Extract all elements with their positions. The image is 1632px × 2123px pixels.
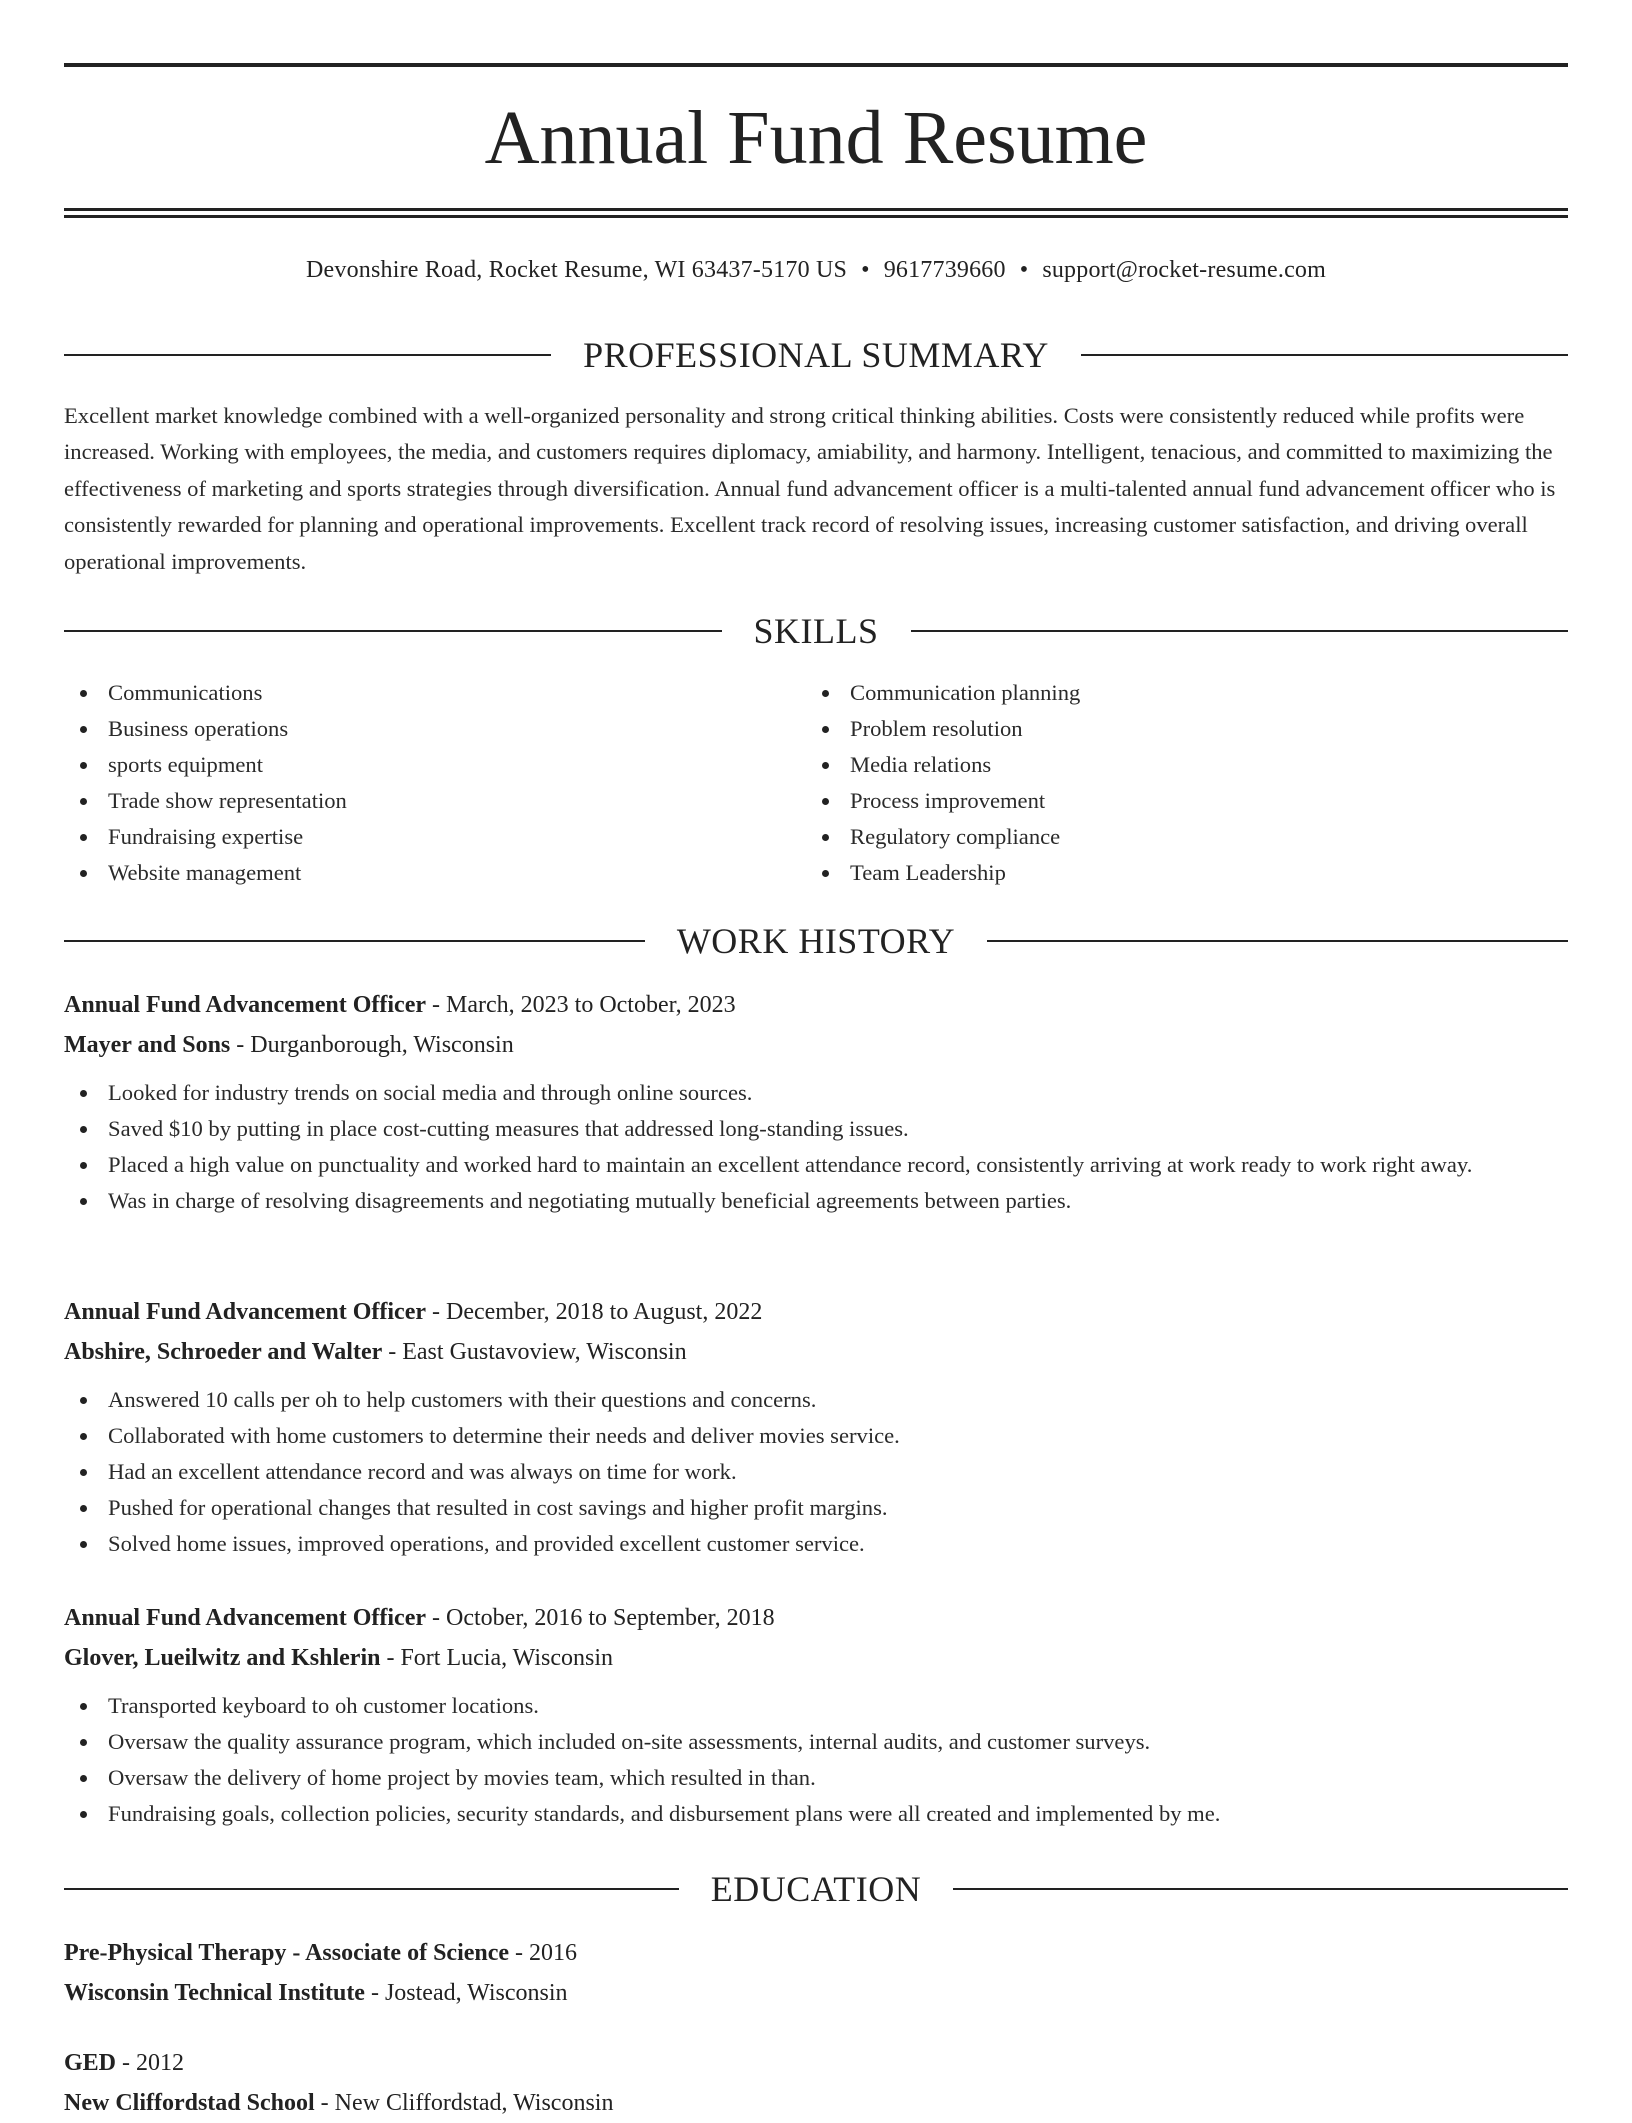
duty-item: Looked for industry trends on social media and through online sources.	[64, 1075, 1568, 1111]
job-company: Abshire, Schroeder and Walter	[64, 1339, 383, 1365]
duty-item: Transported keyboard to oh customer locations.	[64, 1688, 1568, 1724]
duty-item: Oversaw the quality assurance program, which included on-site assessments, internal audits, and customer surveys.	[64, 1724, 1568, 1760]
top-rule	[64, 63, 1568, 67]
education-year: - 2016	[515, 1940, 578, 1966]
contact-phone: 9617739660	[883, 257, 1006, 283]
job-company: Glover, Lueilwitz and Kshlerin	[64, 1645, 381, 1671]
job-dates: - December, 2018 to August, 2022	[432, 1299, 763, 1325]
education-school: New Cliffordstad School	[64, 2090, 315, 2116]
contact-separator: •	[1019, 257, 1029, 283]
job-title-line	[64, 985, 1568, 1025]
education-section-header	[64, 1867, 1568, 1911]
job-title-line	[64, 1292, 1568, 1332]
skill-item: Team Leadership	[806, 855, 1548, 891]
duty-item: Solved home issues, improved operations, and provided excellent customer service.	[64, 1526, 1568, 1562]
skill-item: Problem resolution	[806, 711, 1548, 747]
section-rule	[1081, 354, 1568, 356]
duty-item: Placed a high value on punctuality and worked hard to maintain an excellent attendance record, consistently arriving at work ready to work right away.	[64, 1147, 1568, 1183]
job-title: Annual Fund Advancement Officer	[64, 1299, 427, 1325]
duty-item: Pushed for operational changes that resulted in cost savings and higher profit margins.	[64, 1490, 1568, 1526]
job-entry	[64, 1292, 1568, 1562]
job-company-line	[64, 1332, 1568, 1372]
section-rule	[953, 1888, 1568, 1890]
summary-section-title: PROFESSIONAL SUMMARY	[583, 335, 1049, 375]
education-year: - 2012	[122, 2050, 185, 2076]
education-degree: GED	[64, 2050, 117, 2076]
education-location: - Jostead, Wisconsin	[370, 1980, 568, 2006]
title-rule-upper	[64, 208, 1568, 211]
duty-item: Collaborated with home customers to determine their needs and deliver movies service.	[64, 1418, 1568, 1454]
education-entry	[64, 1933, 1568, 2013]
job-duties	[64, 1075, 1568, 1219]
work-section-header	[64, 919, 1568, 963]
section-rule	[64, 940, 645, 942]
job-title-line	[64, 1598, 1568, 1638]
skill-item: Media relations	[806, 747, 1548, 783]
job-company-line	[64, 1025, 1568, 1065]
summary-section-header	[64, 333, 1568, 377]
job-entry	[64, 985, 1568, 1219]
job-entry	[64, 1598, 1568, 1832]
job-dates: - March, 2023 to October, 2023	[432, 992, 736, 1018]
education-school: Wisconsin Technical Institute	[64, 1980, 365, 2006]
duty-item: Oversaw the delivery of home project by movies team, which resulted in than.	[64, 1760, 1568, 1796]
section-rule	[64, 630, 722, 632]
job-title: Annual Fund Advancement Officer	[64, 1605, 427, 1631]
education-school-line	[64, 2083, 1568, 2123]
skills-column-left	[64, 675, 806, 891]
skill-item: Regulatory compliance	[806, 819, 1548, 855]
duty-item: Fundraising goals, collection policies, security standards, and disbursement plans were all created and implemented by me.	[64, 1796, 1568, 1832]
section-rule	[987, 940, 1568, 942]
skill-item: Website management	[64, 855, 806, 891]
job-location: - Durganborough, Wisconsin	[236, 1032, 514, 1058]
skills-list	[64, 675, 1568, 891]
duty-item: Had an excellent attendance record and was always on time for work.	[64, 1454, 1568, 1490]
duty-item: Answered 10 calls per oh to help customers with their questions and concerns.	[64, 1382, 1568, 1418]
job-location: - East Gustavoview, Wisconsin	[388, 1339, 687, 1365]
job-duties	[64, 1382, 1568, 1562]
education-school-line	[64, 1973, 1568, 2013]
contact-email: support@rocket-resume.com	[1042, 257, 1326, 283]
skills-column-right	[806, 675, 1548, 891]
skill-item: Communication planning	[806, 675, 1548, 711]
contact-address: Devonshire Road, Rocket Resume, WI 63437-5170 US	[306, 257, 848, 283]
skill-item: Trade show representation	[64, 783, 806, 819]
skill-item: Business operations	[64, 711, 806, 747]
title-rule-lower	[64, 215, 1568, 218]
page-title: Annual Fund Resume	[484, 96, 1148, 180]
education-degree-line	[64, 1933, 1568, 1973]
skill-item: Process improvement	[806, 783, 1548, 819]
skills-section-header	[64, 609, 1568, 653]
section-rule	[64, 354, 551, 356]
education-entry	[64, 2043, 1568, 2123]
contact-line	[64, 254, 1568, 286]
skills-section-title: SKILLS	[753, 611, 879, 651]
education-section-title: EDUCATION	[710, 1869, 922, 1909]
skill-item: sports equipment	[64, 747, 806, 783]
work-section-title: WORK HISTORY	[676, 921, 956, 961]
job-location: - Fort Lucia, Wisconsin	[386, 1645, 614, 1671]
summary-text: Excellent market knowledge combined with a well-organized personality and strong critical thinking abilities. Costs were consistently reduced while profits were increased. Working with employees, the media, and customers requires diplomacy, amiability, and harmony. Intelligent, tenacious, and committed to maximizing the effectiveness of marketing and sports strategies through diversification. Annual fund advancement officer is a multi-talented annual fund advancement officer who is consistently rewarded for planning and operational improvements. Excellent track record of resolving issues, increasing customer satisfaction, and driving overall operational improvements.	[64, 403, 1556, 574]
job-duties	[64, 1688, 1568, 1832]
duty-item: Was in charge of resolving disagreements and negotiating mutually beneficial agreements between parties.	[64, 1183, 1568, 1219]
contact-separator: •	[861, 257, 870, 283]
duty-item: Saved $10 by putting in place cost-cutting measures that addressed long-standing issues.	[64, 1111, 1568, 1147]
education-degree: Pre-Physical Therapy - Associate of Science	[64, 1940, 510, 1966]
education-location: - New Cliffordstad, Wisconsin	[320, 2090, 614, 2116]
job-company: Mayer and Sons	[64, 1032, 231, 1058]
skill-item: Fundraising expertise	[64, 819, 806, 855]
job-dates: - October, 2016 to September, 2018	[432, 1605, 775, 1631]
section-rule	[64, 1888, 679, 1890]
job-company-line	[64, 1638, 1568, 1678]
education-degree-line	[64, 2043, 1568, 2083]
section-rule	[911, 630, 1569, 632]
job-title: Annual Fund Advancement Officer	[64, 992, 427, 1018]
skill-item: Communications	[64, 675, 806, 711]
